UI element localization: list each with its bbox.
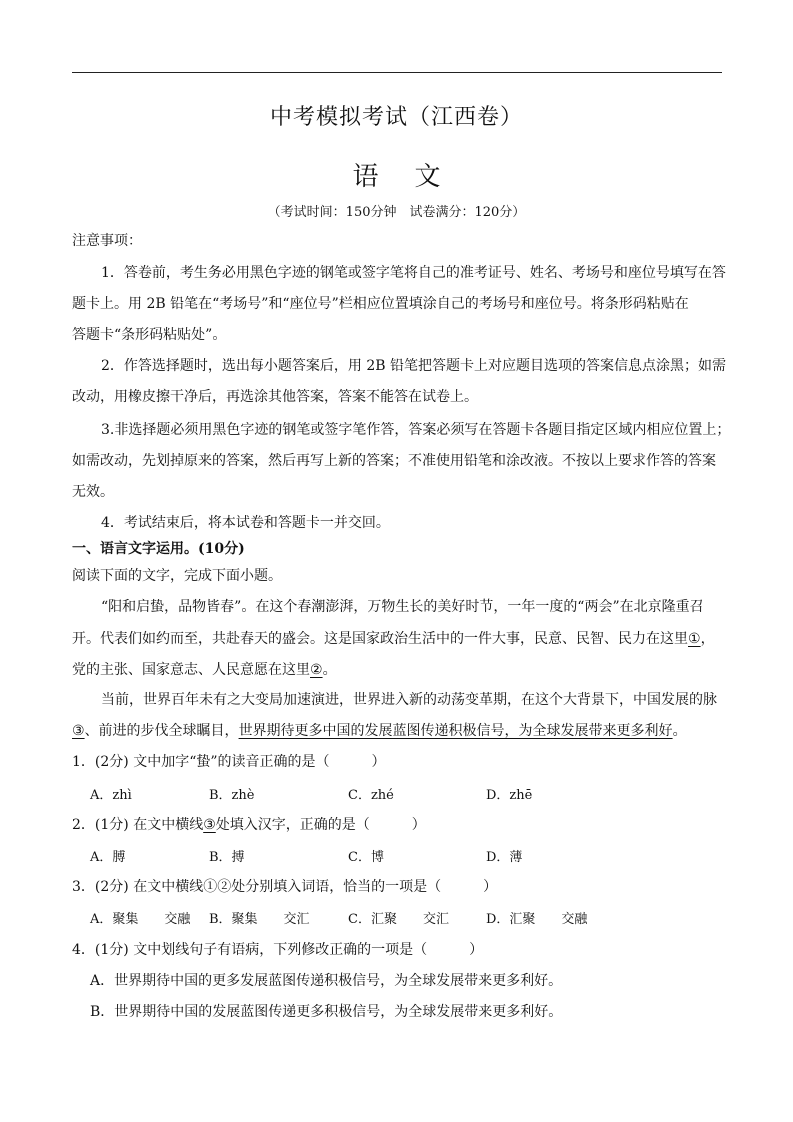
passage-p1-line-3	[72, 659, 337, 679]
notice-3-line-3: 无效。	[72, 484, 114, 500]
underlined-sentence: 世界期待更多中国的发展蓝图传递积极信号，为全球发展带来更多利好	[238, 723, 673, 739]
q2-option-c[interactable]: C．博	[348, 850, 384, 865]
q1-option-a[interactable]: A．zhì	[90, 788, 132, 803]
notice-1-line-1: 1．答卷前，考生务必用黑色字迹的钢笔或签字笔将自己的准考证号、姓名、考场号和座位号填写在答	[101, 265, 726, 281]
subject-title: 语文	[352, 162, 477, 192]
passage-text: 当前，世界百年未有之大变局加速演进，世界进入新的动荡变革期，在这个大背景下，中国发展的脉	[101, 692, 717, 708]
q1-option-c[interactable]: C．zhé	[348, 788, 394, 803]
blank-1: ①	[688, 631, 701, 647]
exam-meta: （考试时间：150分钟 试卷满分：120分）	[267, 205, 526, 220]
q1-option-d[interactable]: D．zhē	[486, 788, 533, 803]
q2-blank-ref: ③	[203, 817, 216, 833]
notice-1-line-2: 题卡上。用 2B 铅笔在“考场号”和“座位号”栏相应位置填涂自己的考场号和座位号。将条形码粘贴在	[72, 296, 689, 312]
passage-text: 。	[322, 662, 337, 678]
q2-option-a[interactable]: A．膊	[90, 850, 126, 865]
question-text: 2．(1分) 在文中横线	[72, 817, 204, 833]
blank-2: ②	[310, 662, 323, 678]
passage-text: 开。代表们如约而至，共赴春天的盛会。这是国家政治生活中的一件大事，民意、民智、民力在这里	[72, 631, 688, 647]
q3-option-b[interactable]: B．聚集 交汇	[209, 912, 310, 927]
passage-text: 。	[672, 723, 687, 739]
notice-4-line-1: 4．考试结束后，将本试卷和答题卡一并交回。	[101, 515, 390, 531]
notice-1-line-3: 答题卡“条形码粘贴处”。	[72, 327, 227, 343]
question-3-stem: 3．(2分) 在文中横线①②处分别填入词语，恰当的一项是（ ）	[72, 879, 498, 895]
passage-p2-line-2	[72, 720, 687, 740]
q4-option-b[interactable]: B．世界期待中国的发展蓝图传递更多积极信号，为全球发展带来更多利好。	[90, 1004, 563, 1020]
section-heading: 一、语言文字运用。(10分)	[72, 541, 245, 557]
q2-option-d[interactable]: D．薄	[486, 850, 523, 865]
q1-option-b[interactable]: B．zhè	[209, 788, 255, 803]
question-1-stem: 1．(2分) 文中加字“蛰”的读音正确的是（ ）	[72, 754, 386, 770]
reading-intro: 阅读下面的文字，完成下面小题。	[72, 568, 282, 584]
q3-option-c[interactable]: C．汇聚 交汇	[348, 912, 449, 927]
passage-p1-line-2	[72, 628, 715, 648]
exam-title: 中考模拟考试（江西卷）	[269, 105, 523, 130]
passage-p2-line-1	[101, 689, 717, 709]
question-2-stem	[72, 814, 426, 834]
passage-text: ，	[700, 631, 715, 647]
passage-p1-line-1: “阳和启蛰，品物皆春”。在这个春潮澎湃，万物生长的美好时节，一年一度的“两会”在北京隆重召	[101, 599, 704, 615]
notice-3-line-1: 3.非选择题必须用黑色字迹的钢笔或签字笔作答，答案必须写在答题卡各题目指定区域内相应位置上；	[101, 422, 731, 438]
passage-text: 、前进的步伐全球瞩目，	[84, 723, 239, 739]
passage-text: 党的主张、国家意志、人民意愿在这里	[72, 662, 310, 678]
blank-3: ③	[72, 723, 85, 739]
header-rule	[72, 72, 722, 73]
notice-heading: 注意事项：	[72, 233, 142, 249]
notice-3-line-2: 如需改动，先划掉原来的答案，然后再写上新的答案；不准使用铅笔和涂改液。不按以上要求作答的答案	[72, 453, 716, 469]
question-text: 处填入汉字，正确的是（ ）	[215, 817, 426, 833]
question-4-stem: 4．(1分) 文中划线句子有语病，下列修改正确的一项是（ ）	[72, 942, 484, 958]
q4-option-a[interactable]: A．世界期待中国的更多发展蓝图传递积极信号，为全球发展带来更多利好。	[90, 973, 563, 989]
notice-2-line-2: 改动，用橡皮擦干净后，再选涂其他答案，答案不能答在试卷上。	[72, 389, 478, 405]
q3-option-d[interactable]: D．汇聚 交融	[486, 912, 588, 927]
q2-option-b[interactable]: B．搏	[209, 850, 245, 865]
notice-2-line-1: 2．作答选择题时，选出每小题答案后，用 2B 铅笔把答题卡上对应题目选项的答案信息点涂黑；如需	[101, 358, 727, 374]
q3-option-a[interactable]: A．聚集 交融	[90, 912, 191, 927]
